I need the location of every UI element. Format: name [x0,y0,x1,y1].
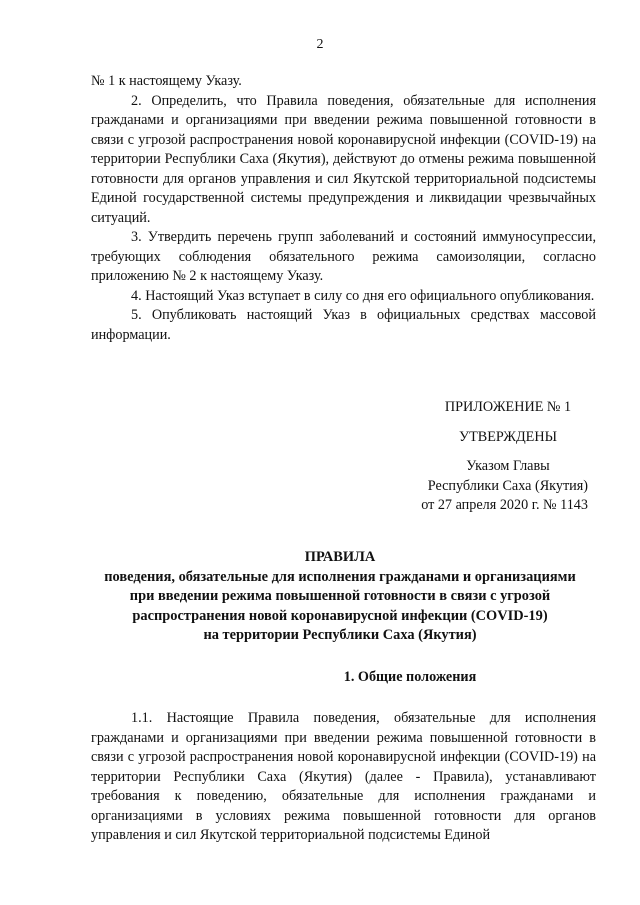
clause-2: 2. Определить, что Правила поведения, обязательные для исполнения гражданами и организациями при введении режима повышенной готовности в связи с угрозой распространения новой коронавирусной инфекции (COVID-19) на территории Республики Саха (Якутия), действуют до отмены режима повышенной готовности для органов управления и сил Якутской территориальной подсистемы Единой государственной системы предупреждения и ликвидации чрезвычайных ситуаций. [91,92,596,226]
rules-subtitle-line-4: на территории Республики Саха (Якутия) [203,627,477,643]
decree-line-2: Республики Саха (Якутия) [427,477,588,494]
clause-5: 5. Опубликовать настоящий Указ в официальных средствах массовой информации. [91,307,596,343]
clause-3: 3. Утвердить перечень групп заболеваний и состояний иммуносупрессии, требующих соблюдения обязательного режима самоизоляции, согласно приложению № 2 к настоящему Указу. [91,229,596,284]
decree-line-3: от 27 апреля 2020 г. № 1143 [421,497,588,513]
appendix-stamp [388,398,588,516]
page-number: 2 [316,37,324,52]
rules-title-block [80,548,600,646]
clause-1-end: № 1 к настоящему Указу. [91,73,242,89]
appendix-label: ПРИЛОЖЕНИЕ № 1 [444,399,572,415]
rules-subtitle-line-1: поведения, обязательные для исполнения гражданами и организациями [104,568,576,585]
approved-label: УТВЕРЖДЕНЫ [459,428,557,445]
section-heading: 1. Общие положения [343,669,477,685]
decree-clauses [91,72,596,345]
rules-subtitle-line-2: при введении режима повышенной готовности в связи с угрозой [129,588,551,604]
rules-title: ПРАВИЛА [304,549,376,565]
clause-4: 4. Настоящий Указ вступает в силу со дня его официального опубликования. [131,287,595,304]
decree-line-1: Указом Главы [466,458,550,474]
rules-subtitle-line-3: распространения новой коронавирусной инфекции (COVID-19) [132,607,548,624]
section-body [91,709,596,846]
paragraph-1-1: 1.1. Настоящие Правила поведения, обязательные для исполнения гражданами и организациями при введении режима повышенной готовности в связи с угрозой распространения новой коронавирусной инфекции (COVID-19) на территории Республики Саха (Якутия) (далее - Правила), устанавливают требования к поведению, обязательные для исполнения гражданами и организациями в условиях режима повышенной готовности для органов управления и сил Якутской территориальной подсистемы Единой [91,710,596,843]
